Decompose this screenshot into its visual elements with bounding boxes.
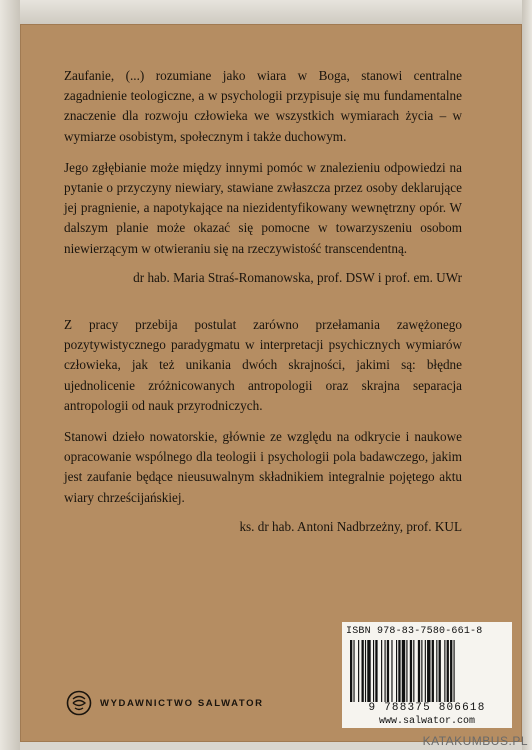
barcode-bar [418, 640, 420, 702]
barcode-bar [427, 640, 430, 702]
barcode-bar [410, 640, 412, 702]
barcode [348, 640, 506, 702]
barcode-bar [362, 640, 364, 702]
blurb1-paragraph-1: Zaufanie, (...) rozumiane jako wiara w Boga, stanowi centralne zagadnienie teologiczne, a w psychologii przypisuje się mu fundamentalne znaczenie dla rozwoju człowieka we wszystkich wymiarach życia – w wymiarze osobistym, społecznym i także duchowym. [64, 68, 462, 144]
barcode-bar [447, 640, 449, 702]
barcode-bar [454, 640, 455, 702]
shrink-wrap-top [0, 0, 532, 24]
barcode-bar [425, 640, 426, 702]
publisher-name: WYDAWNICTWO SALWATOR [100, 697, 264, 709]
barcode-bar [444, 640, 445, 702]
barcode-bar [375, 640, 377, 702]
barcode-bar [439, 640, 441, 702]
barcode-bar [373, 640, 374, 702]
barcode-bar [353, 640, 354, 702]
isbn-label: ISBN 978-83-7580-661-8 [346, 626, 483, 637]
barcode-bar [402, 640, 405, 702]
salwator-logo-icon [66, 690, 92, 716]
blurb1-paragraph-2: Jego zgłębianie może między innymi pomóc w znalezieniu odpowiedzi na pytanie o przyczyny niewiary, stawiane zwłaszcza przez osoby deklarujące jej pragnienie, a napotykające na niezidentyfikowany wewnętrzny opór. W dalszym planie może okazać się pomocne w towarzyszeniu osobom niewierzącym w otwieraniu się na rzeczywistość transcendentną. [64, 159, 462, 256]
barcode-bar [391, 640, 392, 702]
barcode-bar [413, 640, 414, 702]
publisher-website: www.salwator.com [378, 716, 475, 727]
barcode-bar [385, 640, 386, 702]
barcode-bar [387, 640, 389, 702]
barcode-bar [406, 640, 407, 702]
barcode-bar [381, 640, 382, 702]
barcode-bar [396, 640, 397, 702]
shrink-wrap-left [0, 0, 20, 750]
barcode-digits: 9 788375 806618 [368, 702, 486, 714]
blurb2-author: ks. dr hab. Antoni Nadbrzeżny, prof. KUL [239, 518, 462, 534]
barcode-bar [365, 640, 366, 702]
blurb1-author: dr hab. Maria Straś-Romanowska, prof. DSW i prof. em. UWr [133, 269, 462, 285]
barcode-bar [432, 640, 434, 702]
barcode-bar [398, 640, 400, 702]
watermark: KATAKUMBUS.PL [422, 734, 528, 748]
barcode-bar [367, 640, 370, 702]
blurb2-paragraph-1: Z pracy przebija postulat zarówno przełamania zawężonego pozytywistycznego paradygmatu w interpretacji psychicznych wymiarów człowieka, jak też unikania dwóch skrajności, jakimi są: błędne ujednolicenie zróżnicowanych antropologii oraz skrajna separacja antropologii od nauk przyrodniczych. [64, 317, 462, 413]
barcode-bar [350, 640, 352, 702]
blurb-text [64, 66, 462, 537]
shrink-wrap-right [522, 0, 532, 750]
barcode-bar [421, 640, 422, 702]
publisher [66, 683, 264, 723]
barcode-bar [450, 640, 452, 702]
barcode-bar [358, 640, 359, 702]
barcode-bar [436, 640, 437, 702]
isbn-barcode-block [342, 622, 512, 728]
blurb2-paragraph-2: Stanowi dzieło nowatorskie, głównie ze względu na odkrycie i naukowe opracowanie wspólnego dla teologii i psychologii pola badawczego, jakim jest zaufanie będące nieusuwalnym składnikiem integralnie pojętego aktu wiary chrześcijańskiej. [64, 429, 462, 505]
